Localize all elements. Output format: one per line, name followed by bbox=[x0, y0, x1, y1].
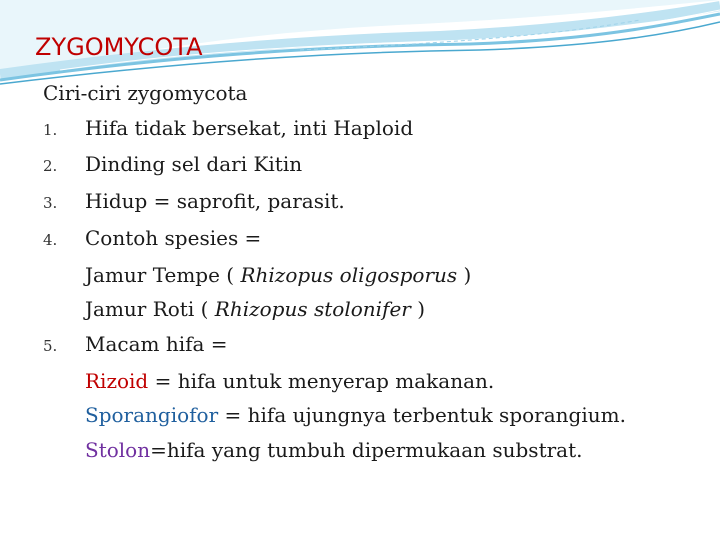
species-example bbox=[43, 292, 703, 327]
species-name: Rhizopus stolonifer bbox=[214, 297, 411, 322]
list-item bbox=[43, 221, 703, 258]
example-name: Jamur Tempe ( bbox=[85, 262, 241, 287]
hypha-description: hifa untuk menyerap makanan. bbox=[177, 368, 495, 393]
slide-body bbox=[43, 76, 703, 468]
list-item bbox=[43, 184, 703, 221]
slide-title: ZYGOMYCOTA bbox=[35, 33, 203, 61]
hypha-term: Rizoid bbox=[85, 368, 149, 393]
list-text: Hifa tidak bersekat, inti Haploid bbox=[85, 115, 414, 140]
list-number: 3. bbox=[43, 194, 58, 213]
list-number: 5. bbox=[43, 336, 58, 355]
hypha-type-sporangiofor bbox=[43, 398, 703, 433]
list-number: 1. bbox=[43, 120, 58, 139]
list-item bbox=[43, 147, 703, 184]
list-text: Contoh spesies = bbox=[85, 225, 262, 250]
list-text: Macam hifa = bbox=[85, 331, 228, 356]
hypha-term: Sporangiofor bbox=[85, 403, 219, 428]
list-number: 4. bbox=[43, 230, 58, 249]
example-suffix: ) bbox=[410, 297, 426, 322]
hypha-separator: = bbox=[148, 368, 178, 393]
hypha-separator: = bbox=[150, 438, 167, 463]
hypha-separator: = bbox=[218, 403, 248, 428]
species-example bbox=[43, 258, 703, 293]
list-heading: Ciri-ciri zygomycota bbox=[43, 81, 248, 105]
example-name: Jamur Roti ( bbox=[85, 297, 215, 322]
list-item bbox=[43, 111, 703, 148]
list-text: Hidup = saprofit, parasit. bbox=[85, 189, 345, 214]
hypha-term: Stolon bbox=[85, 438, 151, 463]
list-item bbox=[43, 327, 703, 364]
hypha-type-rizoid bbox=[43, 364, 703, 399]
list-text: Dinding sel dari Kitin bbox=[85, 152, 303, 177]
hypha-description: hifa yang tumbuh dipermukaan substrat. bbox=[166, 438, 583, 463]
example-suffix: ) bbox=[457, 262, 472, 287]
list-number: 2. bbox=[43, 157, 58, 176]
hypha-description: hifa ujungnya terbentuk sporangium. bbox=[247, 403, 626, 428]
hypha-type-stolon bbox=[43, 433, 703, 468]
species-name: Rhizopus oligosporus bbox=[240, 262, 458, 287]
